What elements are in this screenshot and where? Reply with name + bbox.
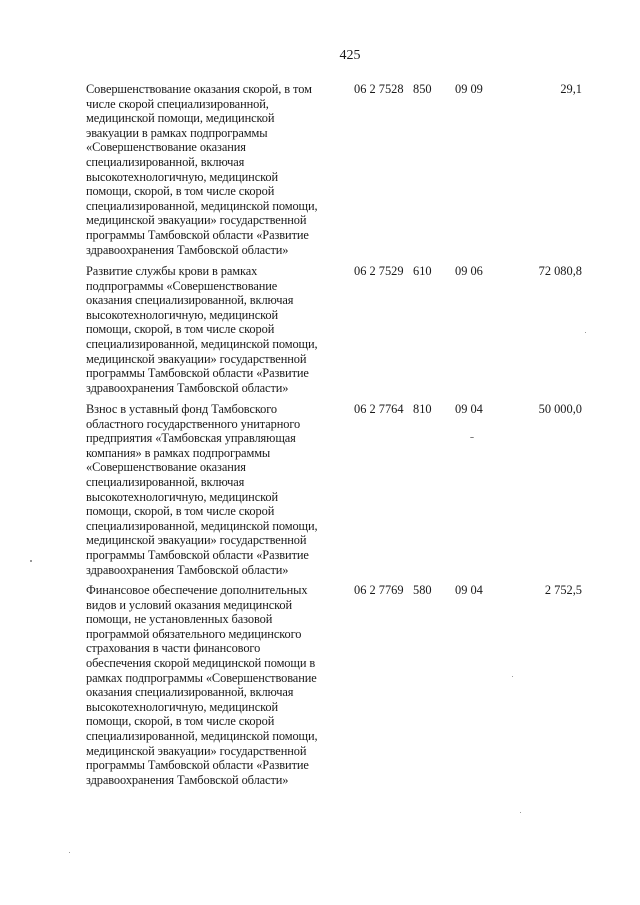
row-expense-type: 810 [413, 402, 432, 416]
row-section-code: 09 04 [455, 583, 483, 597]
scan-speck [30, 560, 32, 562]
scan-speck [585, 332, 586, 333]
scan-speck [512, 676, 513, 677]
row-amount: 50 000,0 [538, 402, 582, 416]
row-section-code: 09 09 [455, 82, 483, 96]
row-description: Развитие службы крови в рамках подпрограммы «Совершенствование оказания специализированной, включая высокотехнологичную, медицинской помощи, скорой, в том числе скорой специализированной, медицинской помощи, медицинской эвакуации» государственной программы Тамбовской области «Развитие здравоохранения Тамбовской области» [86, 264, 318, 395]
scan-speck [470, 437, 474, 438]
row-amount: 29,1 [560, 82, 582, 96]
row-description: Совершенствование оказания скорой, в том числе скорой специализированной, медицинской помощи, медицинской эвакуации в рамках подпрограммы «Совершенствование оказания специализированной, включая высокотехнологичную, медицинской помощи, скорой, в том числе скорой специализированной, медицинской помощи, медицинской эвакуации» государственной программы Тамбовской области «Развитие здравоохранения Тамбовской области» [86, 82, 318, 257]
row-expense-type: 580 [413, 583, 432, 597]
row-target-code: 06 2 7764 [354, 402, 404, 416]
row-target-code: 06 2 7529 [354, 264, 404, 278]
row-target-code: 06 2 7769 [354, 583, 404, 597]
row-amount: 72 080,8 [538, 264, 582, 278]
scan-speck [520, 812, 521, 813]
row-section-code: 09 06 [455, 264, 483, 278]
row-section-code: 09 04 [455, 402, 483, 416]
row-amount: 2 752,5 [544, 583, 582, 597]
row-expense-type: 850 [413, 82, 432, 96]
page-number: 425 [339, 48, 361, 63]
row-description: Финансовое обеспечение дополнительных видов и условий оказания медицинской помощи, не установленных базовой программой обязательного медицинского страхования в части финансового обеспечения скорой медицинской помощи в рамках подпрограммы «Совершенствование оказания специализированной, включая высокотехнологичную, медицинской помощи, скорой, в том числе скорой специализированной, медицинской помощи, медицинской эвакуации» государственной программы Тамбовской области «Развитие здравоохранения Тамбовской области» [86, 583, 318, 787]
scan-speck [69, 852, 70, 853]
row-target-code: 06 2 7528 [354, 82, 404, 96]
row-description: Взнос в уставный фонд Тамбовского областного государственного унитарного предприятия «Тамбовская управляющая компания» в рамках подпрограммы «Совершенствование оказания специализированной, включая высокотехнологичную, медицинской помощи, скорой, в том числе скорой специализированной, медицинской помощи, медицинской эвакуации» государственной программы Тамбовской области «Развитие здравоохранения Тамбовской области» [86, 402, 318, 577]
row-expense-type: 610 [413, 264, 432, 278]
